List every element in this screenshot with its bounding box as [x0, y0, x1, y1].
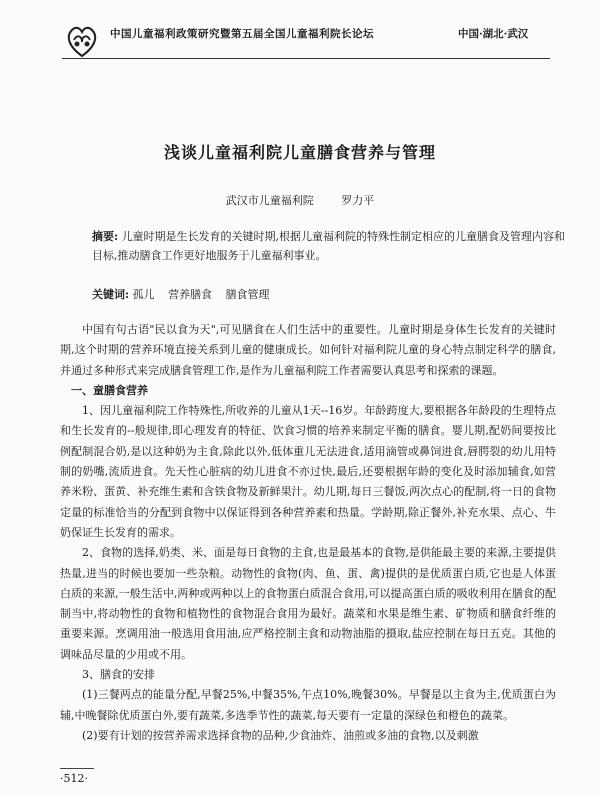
conference-header-title: 中国儿童福利政策研究暨第五届全国儿童福利院长论坛: [110, 28, 374, 40]
body-paragraph: 2、食物的选择,奶类、米、面是每日食物的主食,也是最基本的食物,是供能最主要的来源,主要提供热量,进当的时候也要加一些杂粮。动物性的食物(肉、鱼、蛋、禽)提供的是优质蛋白质,它也是人体蛋白质的来源,一般生活中,两种或两种以上的食物蛋白质混合食用,可以提高蛋白质的吸收利用在膳食的配制当中,将动物性的食物和植物性的食物混合食用为最好。蔬菜和水果是维生素、矿物质和膳食纤维的重要来源。烹调用油一般选用食用油,应严格控制主食和动物油脂的摄取,盐应控制在每日五克。其他的调味品尽量的少用或不用。: [60, 546, 556, 661]
author-line: [0, 192, 600, 208]
abstract-text: 儿童时期是生长发育的关键时期,根据儿童福利院的特殊性制定相应的儿童膳食及管理内容和目标,推动膳食工作更好地服务于儿童福利事业。: [92, 230, 566, 262]
body-paragraph: (1)三餐两点的能量分配,早餐25%,中餐35%,午点10%,晚餐30%。早餐是以主食为主,优质蛋白为辅,中晚餐除优质蛋白外,要有蔬菜,多选季节性的蔬菜,每天要有一定量的深绿色和橙色的蔬菜。: [60, 688, 556, 722]
keyword: 孤儿: [132, 288, 155, 301]
body-paragraph: (2)要有计划的按营养需求选择食物的品种,少食油炸、油煎或多油的食物,以及刺激: [82, 728, 479, 742]
keyword: 营养膳食: [168, 288, 213, 301]
conference-logo-icon: [62, 20, 102, 60]
paper-title: 浅谈儿童福利院儿童膳食营养与管理: [163, 143, 436, 162]
conference-location: 中国·湖北·武汉: [458, 28, 529, 40]
header-divider: [62, 58, 550, 59]
footnote-rule: [60, 768, 94, 769]
abstract: [92, 227, 570, 265]
paper-body: [60, 320, 556, 746]
abstract-label: 摘要:: [92, 230, 119, 243]
keywords-label: 关键词:: [92, 288, 130, 301]
body-paragraph: 中国有句古语"民以食为天",可见膳食在人们生活中的重要性。儿童时期是身体生长发育的关键时期,这个时期的营养环境直接关系到儿童的健康成长。如何针对福利院儿童的身心特点制定科学的膳食,并通过多种形式来完成膳食管理工作,是作为儿童福利院工作者需要认真思考和探索的课题。: [60, 323, 556, 377]
keywords: [92, 286, 280, 302]
author-affiliation: 武汉市儿童福利院: [225, 194, 314, 207]
author-name: 罗力平: [341, 194, 375, 207]
body-paragraph: 1、因儿童福利院工作特殊性,所收养的儿童从1天--16岁。年龄跨度大,要根据各年龄段的生理特点和生长发育的--般规律,即心理发育的特征、饮食习惯的培养来制定平衡的膳食。婴儿期,配奶间要按比例配制混合奶,是以这种奶为主食,除此以外,低体重儿无法进食,适用滴管或鼻饲进食,唇腭裂的幼儿用特制的奶嘴,流质进食。先天性心脏病的幼儿进食不亦过快,最后,还要根据年龄的变化及时添加辅食,如营养米粉、蛋黄、补充维生素和含铁食物及新鲜果汁。幼儿期,每日三餐饭,两次点心的配制,将一日的食物定量的标准恰当的分配到食物中以保证得到各种营养素和热量。学龄期,除正餐外,补充水果、点心、牛奶保证生长发育的需求。: [60, 404, 556, 539]
section-heading: 一、童膳食营养: [71, 383, 148, 397]
subsection-heading: 3、膳食的安排: [82, 668, 155, 682]
page-number: ·512·: [60, 772, 88, 785]
keyword: 膳食管理: [225, 288, 270, 301]
